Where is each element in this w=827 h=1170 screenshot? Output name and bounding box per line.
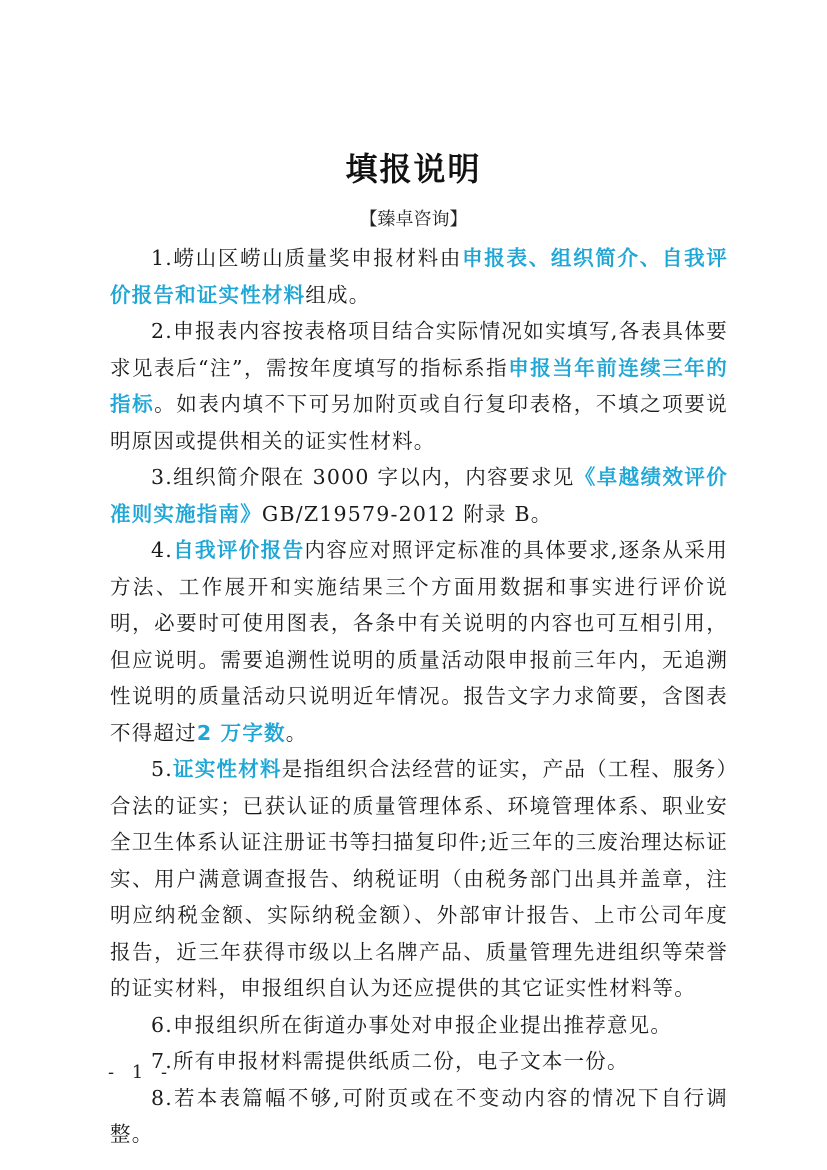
text-segment: 7.所有申报材料需提供纸质二份，电子文本一份。 (151, 1049, 629, 1073)
highlighted-text: 申报当年前连续三年的指标 (110, 355, 728, 416)
highlighted-text: 证实性材料 (172, 757, 282, 781)
instruction-item-3 (110, 459, 728, 532)
highlighted-text: 自我评价报告 (172, 538, 305, 562)
instruction-item-5 (110, 751, 728, 1007)
text-segment: 6.申报组织所在街道办事处对申报企业提出推荐意见。 (151, 1012, 673, 1037)
text-segment: 4. (151, 538, 173, 562)
text-segment: 2.申报表内容按表格项目结合实际情况如实填写,各表具体要求见表后“注”，需按年度填写的指标系指 (110, 319, 728, 380)
text-segment: 5. (151, 757, 173, 781)
instruction-item-4 (110, 532, 728, 751)
instruction-item-8 (110, 1080, 728, 1153)
highlighted-text: 2 万字数 (196, 720, 286, 745)
page-title: 填报说明 (345, 150, 482, 188)
text-segment: 内容应对照评定标准的具体要求,逐条从采用方法、工作展开和实施结果三个方面用数据和事实进行评价说明，必要时可使用图表，各条中有关说明的内容也可互相引用，但应说明。需要追溯性说明的质量活动限申报前三年内，无追溯性说明的质量活动只说明近年情况。报告文字力求简要，含图表不得超过 (110, 538, 729, 745)
text-segment: 8.若本表篇幅不够,可附页或在不变动内容的情况下自行调整。 (110, 1085, 728, 1146)
text-segment: 。如表内填不下可另加附页或自行复印表格，不填之项要说明原因或提供相关的证实性材料。 (110, 392, 728, 453)
text-segment: 。 (285, 720, 308, 745)
text-segment: 组成。 (305, 282, 371, 307)
instruction-item-6 (110, 1007, 728, 1044)
text-segment: 是指组织合法经营的证实，产品（工程、服务）合法的证实；已获认证的质量管理体系、环境管理体系、职业安全卫生体系认证注册证书等扫描复印件;近三年的三废治理达标证实、用户满意调查报告、纳税证明（由税务部门出具并盖章，注明应纳税金额、实际纳税金额）、外部审计报告、上市公司年度报告，近三年获得市级以上名牌产品、质量管理先进组织等荣誉的证实材料，申报组织自认为还应提供的其它证实性材料等。 (110, 757, 728, 1000)
highlighted-text: 申报表、组织简介、自我评价报告和证实性材料 (110, 246, 728, 307)
text-segment: 3.组织简介限在 3000 字以内，内容要求见 (151, 465, 575, 489)
instruction-item-2 (110, 313, 728, 459)
text-segment: GB/Z19579-2012 附录 B。 (261, 501, 553, 526)
instructions-body (110, 240, 728, 1153)
instruction-item-7 (110, 1043, 728, 1080)
instruction-item-1 (110, 240, 728, 313)
page-subtitle: 【臻卓咨询】 (359, 209, 468, 230)
page-number: - 1 - (108, 1062, 174, 1083)
highlighted-text: 《卓越绩效评价准则实施指南》 (110, 465, 728, 526)
text-segment: 1.崂山区崂山质量奖申报材料由 (151, 246, 463, 270)
